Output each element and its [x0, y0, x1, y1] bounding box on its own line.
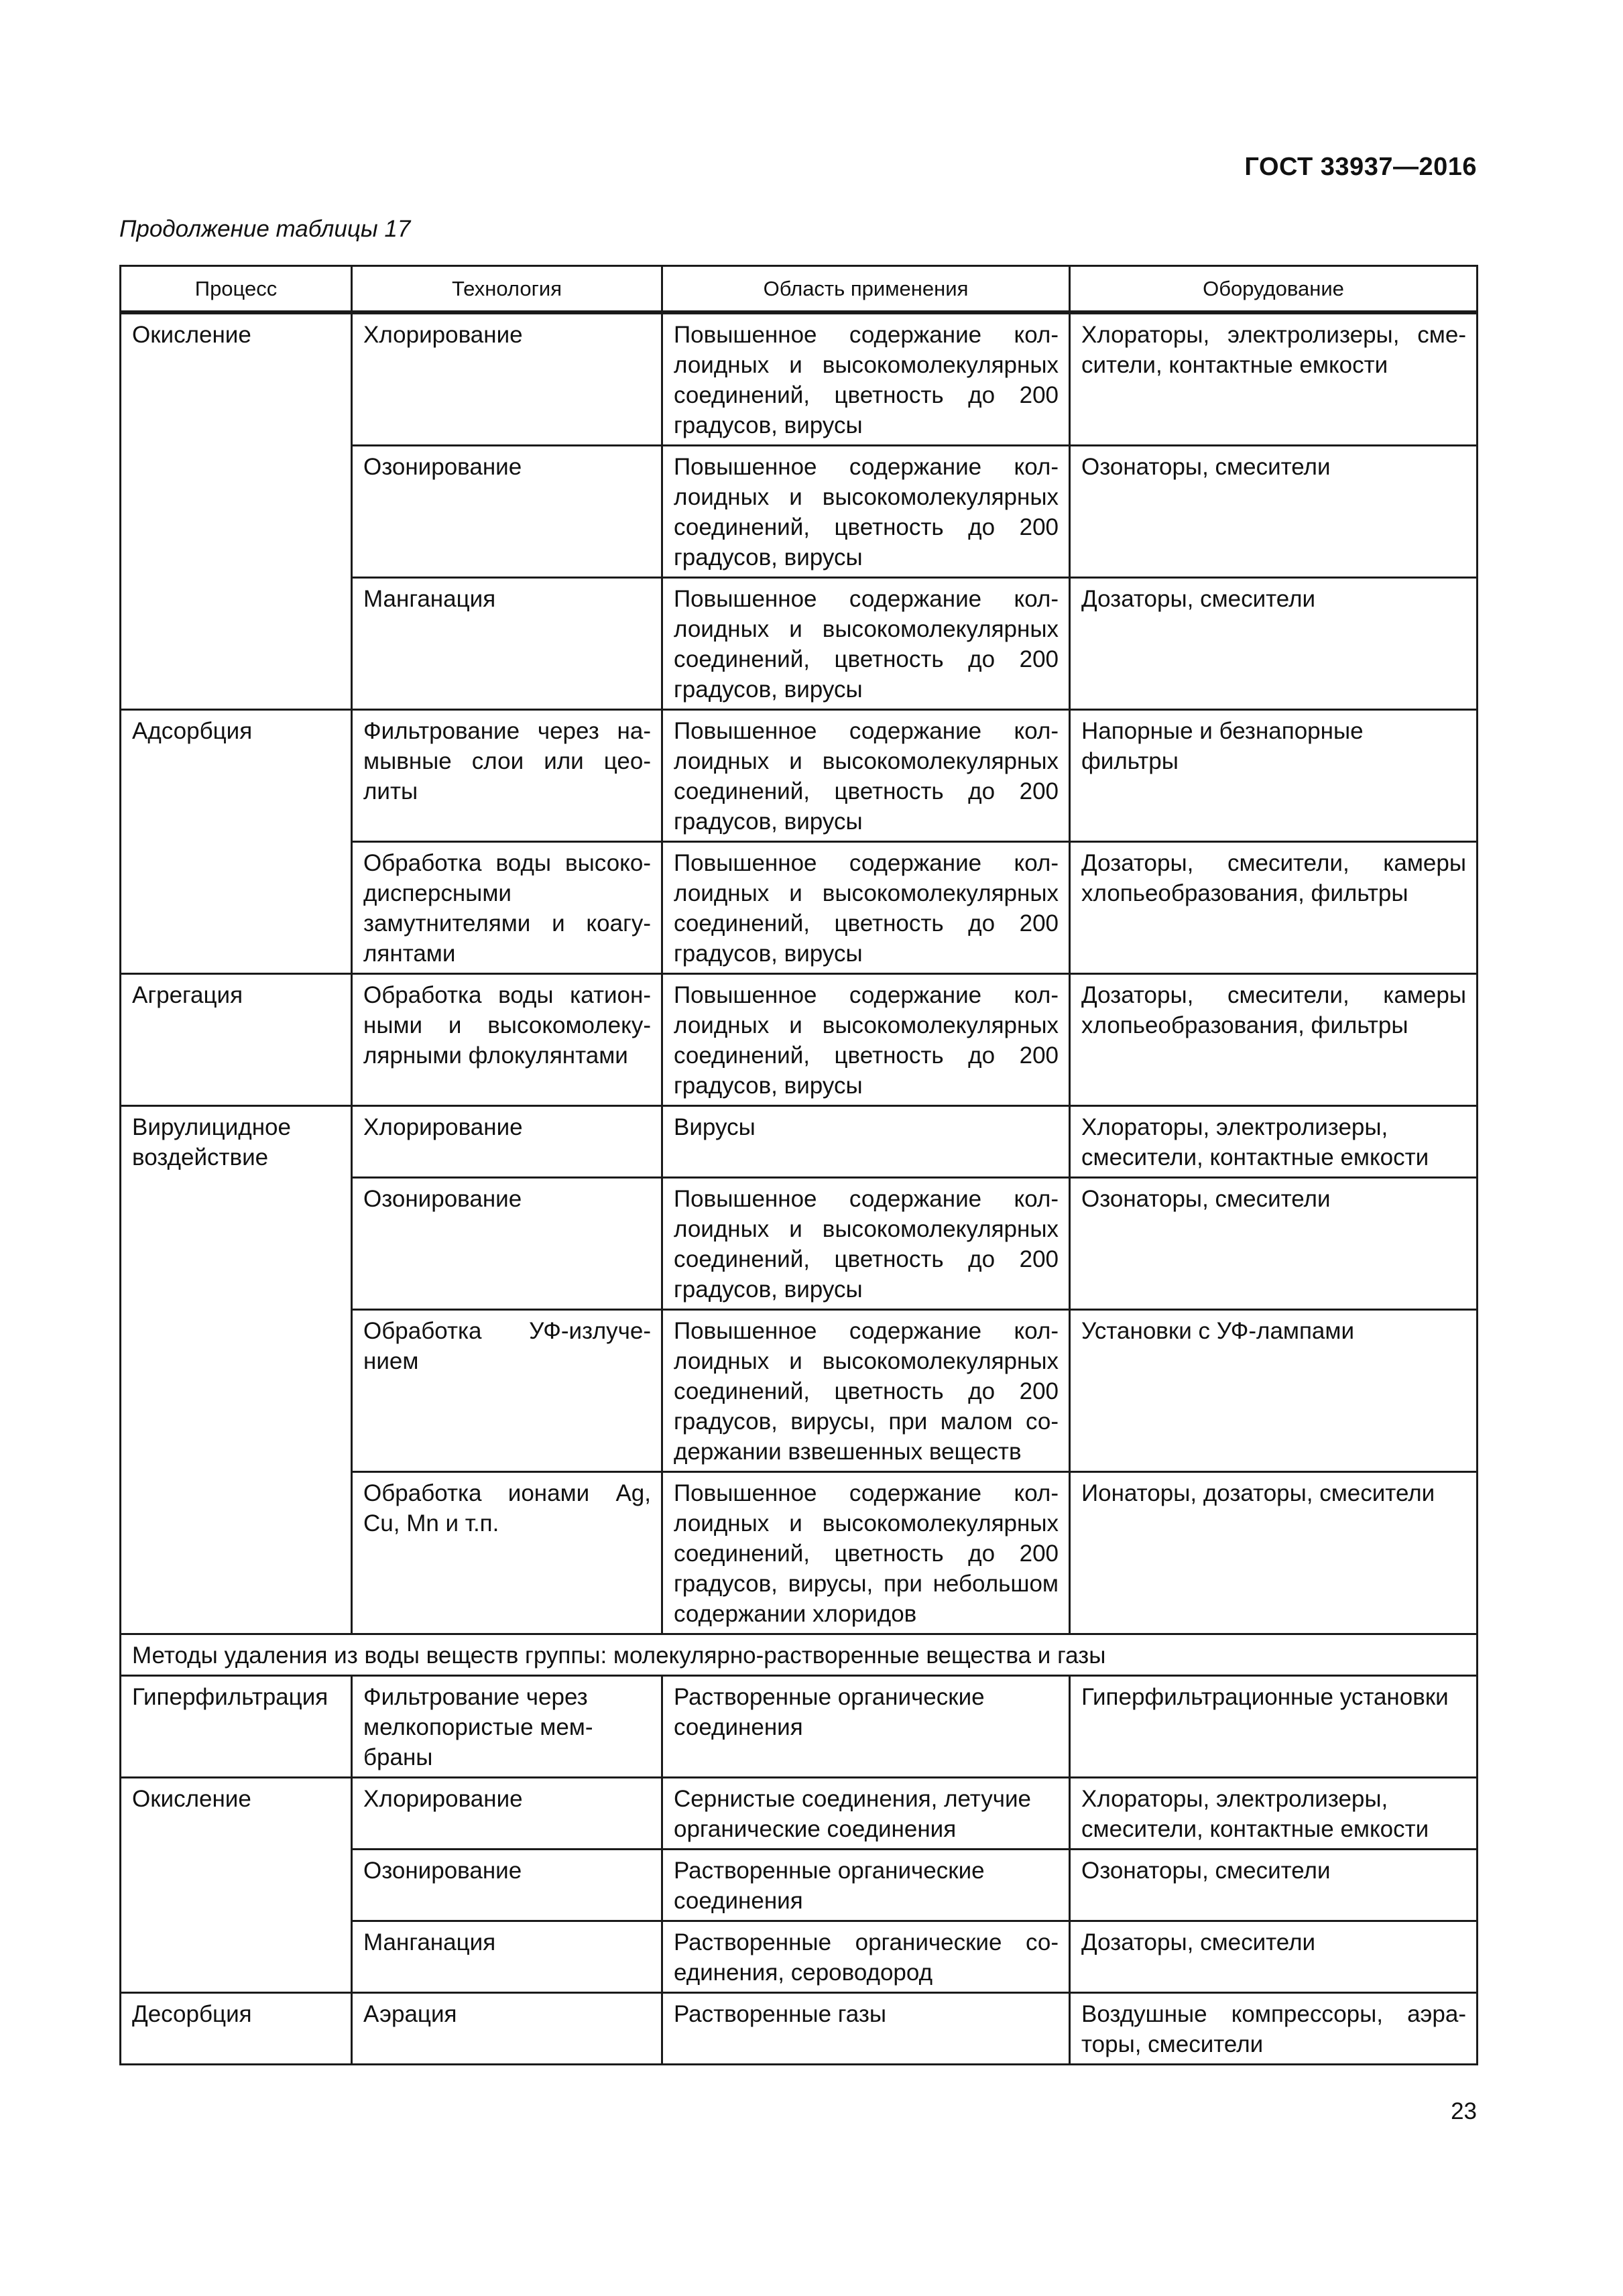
standard-header: ГОСТ 33937—2016 — [1244, 153, 1477, 181]
cell-equipment: Ионаторы, дозаторы, смесители — [1070, 1472, 1478, 1634]
cell-area: Повышенное содержание коллоидных и высокомолекулярных соединений, цветность до 200 градусов, вирусы, при малом содержании взвешенных веществ — [662, 1310, 1070, 1472]
table-row — [121, 1106, 1478, 1178]
cell-process: Агрегация — [121, 974, 352, 1106]
cell-process: Гиперфильтрация — [121, 1676, 352, 1778]
cell-process: Окисление — [121, 1778, 352, 1993]
cell-equipment: Гиперфильтрационные установки — [1070, 1676, 1478, 1778]
cell-equipment: Дозаторы, смесители — [1070, 578, 1478, 710]
cell-technology: Обработка воды высокодисперсными замутнителями и коагулянтами — [352, 842, 662, 974]
cell-technology: Манганация — [352, 1921, 662, 1993]
table-row — [121, 1778, 1478, 1850]
cell-equipment: Хлораторы, электролизеры, смесители, контактные емкости — [1070, 1778, 1478, 1850]
cell-technology: Озонирование — [352, 1178, 662, 1310]
cell-process: Десорбция — [121, 1993, 352, 2065]
cell-area: Вирусы — [662, 1106, 1070, 1178]
cell-area: Повышенное содержание коллоидных и высокомолекулярных соединений, цветность до 200 градусов, вирусы — [662, 974, 1070, 1106]
cell-technology: Хлорирование — [352, 1106, 662, 1178]
cell-area: Повышенное содержание коллоидных и высокомолекулярных соединений, цветность до 200 градусов, вирусы — [662, 578, 1070, 710]
table-row — [121, 1993, 1478, 2065]
cell-area: Сернистые соединения, летучие органические соединения — [662, 1778, 1070, 1850]
table-row — [121, 1676, 1478, 1778]
cell-area: Растворенные органические соединения — [662, 1850, 1070, 1921]
cell-technology: Фильтрование через мелкопористые мембраны — [352, 1676, 662, 1778]
cell-technology: Манганация — [352, 578, 662, 710]
cell-technology: Хлорирование — [352, 312, 662, 446]
cell-equipment: Напорные и безнапорные фильтры — [1070, 710, 1478, 842]
cell-technology: Озонирование — [352, 1850, 662, 1921]
table-caption: Продолжение таблицы 17 — [119, 216, 411, 242]
table-row — [121, 974, 1478, 1106]
cell-area: Растворенные газы — [662, 1993, 1070, 2065]
table-row — [121, 710, 1478, 842]
col-header-technology: Технология — [352, 266, 662, 313]
main-table — [119, 265, 1478, 2065]
cell-technology: Хлорирование — [352, 1778, 662, 1850]
cell-process: Вирулицидное воздействие — [121, 1106, 352, 1634]
cell-technology: Обработка ионами Ag, Cu, Mn и т.п. — [352, 1472, 662, 1634]
cell-equipment: Дозаторы, смесители, камеры хлопьеобразования, фильтры — [1070, 974, 1478, 1106]
section-row — [121, 1634, 1478, 1676]
cell-area: Повышенное содержание коллоидных и высокомолекулярных соединений, цветность до 200 градусов, вирусы — [662, 446, 1070, 578]
cell-technology: Обработка воды катионными и высокомолекулярными флокулянтами — [352, 974, 662, 1106]
cell-process: Адсорбция — [121, 710, 352, 974]
cell-technology: Озонирование — [352, 446, 662, 578]
cell-equipment: Воздушные компрессоры, аэраторы, смесители — [1070, 1993, 1478, 2065]
cell-equipment: Дозаторы, смесители, камеры хлопьеобразования, фильтры — [1070, 842, 1478, 974]
cell-technology: Аэрация — [352, 1993, 662, 2065]
table-header-row — [121, 266, 1478, 313]
cell-equipment: Установки с УФ-лампами — [1070, 1310, 1478, 1472]
cell-equipment: Озонаторы, смесители — [1070, 1178, 1478, 1310]
cell-equipment: Озонаторы, смесители — [1070, 446, 1478, 578]
cell-equipment: Озонаторы, смесители — [1070, 1850, 1478, 1921]
cell-equipment: Хлораторы, электролизеры, смесители, контактные емкости — [1070, 312, 1478, 446]
cell-area: Повышенное содержание коллоидных и высокомолекулярных соединений, цветность до 200 градусов, вирусы — [662, 312, 1070, 446]
col-header-equipment: Оборудование — [1070, 266, 1478, 313]
cell-technology: Обработка УФ-излучением — [352, 1310, 662, 1472]
cell-area: Растворенные органические соединения, сероводород — [662, 1921, 1070, 1993]
cell-area: Растворенные органические соединения — [662, 1676, 1070, 1778]
cell-area: Повышенное содержание коллоидных и высокомолекулярных соединений, цветность до 200 градусов, вирусы — [662, 1178, 1070, 1310]
cell-area: Повышенное содержание коллоидных и высокомолекулярных соединений, цветность до 200 градусов, вирусы, при небольшом содержании хлоридов — [662, 1472, 1070, 1634]
cell-equipment: Хлораторы, электролизеры, смесители, контактные емкости — [1070, 1106, 1478, 1178]
col-header-process: Процесс — [121, 266, 352, 313]
page-number: 23 — [1451, 2098, 1477, 2124]
table-row — [121, 312, 1478, 446]
cell-area: Повышенное содержание коллоидных и высокомолекулярных соединений, цветность до 200 градусов, вирусы — [662, 710, 1070, 842]
cell-area: Повышенное содержание коллоидных и высокомолекулярных соединений, цветность до 200 градусов, вирусы — [662, 842, 1070, 974]
col-header-area: Область применения — [662, 266, 1070, 313]
section-title: Методы удаления из воды веществ группы: молекулярно-растворенные вещества и газы — [121, 1634, 1478, 1676]
cell-equipment: Дозаторы, смесители — [1070, 1921, 1478, 1993]
cell-process: Окисление — [121, 312, 352, 710]
cell-technology: Фильтрование через намывные слои или цеолиты — [352, 710, 662, 842]
